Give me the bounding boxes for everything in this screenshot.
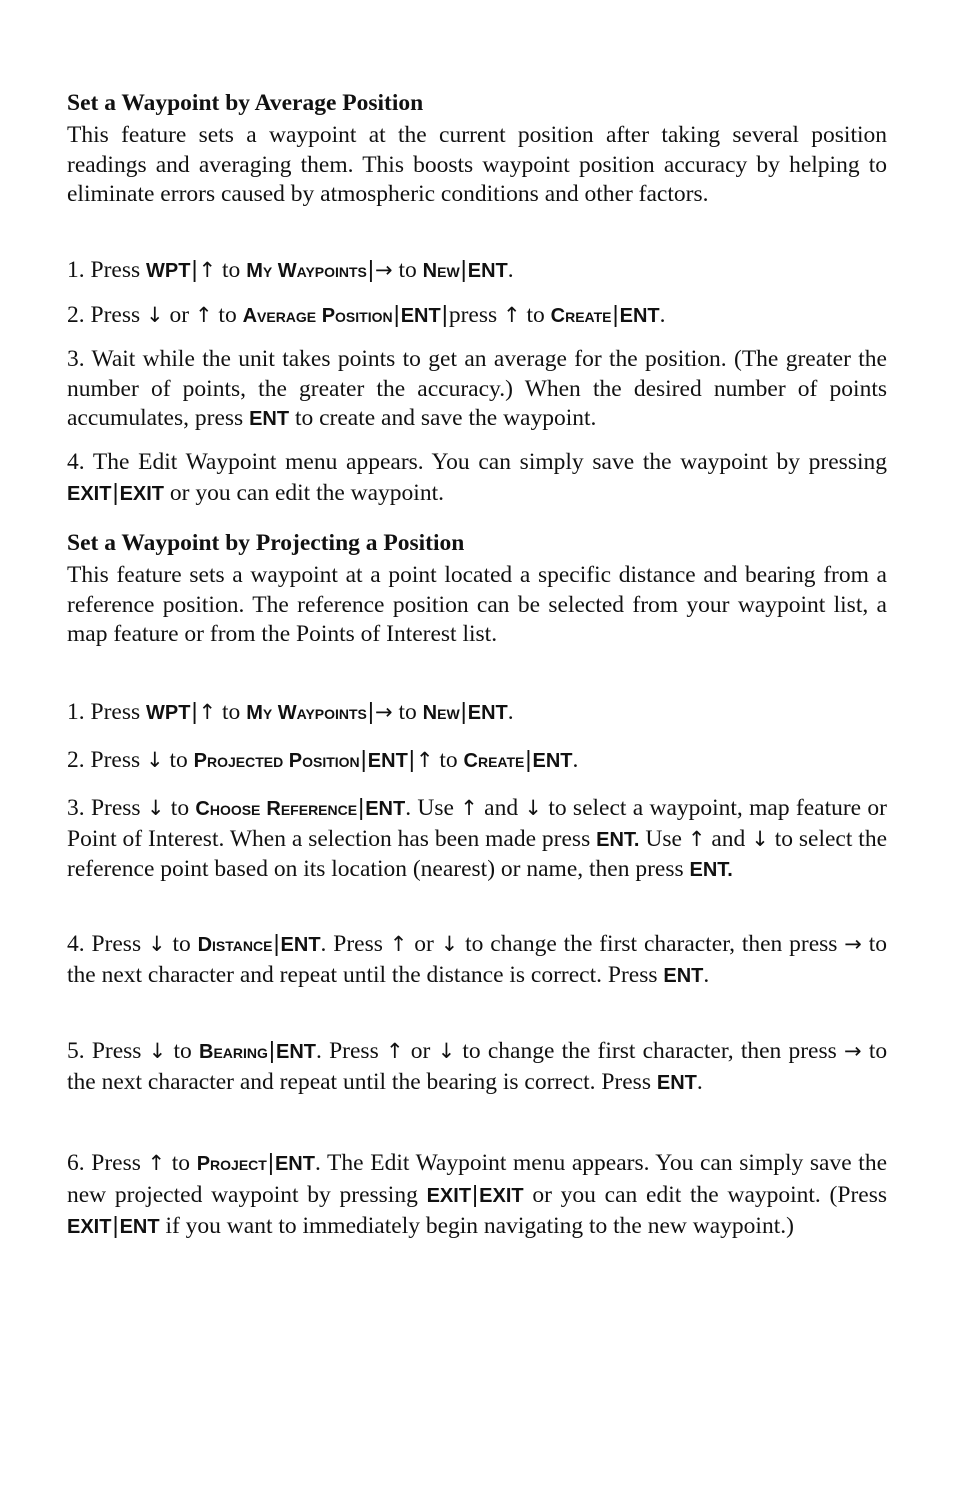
up-arrow-icon: ↑ xyxy=(460,796,478,820)
down-arrow-icon: ↓ xyxy=(440,932,459,956)
up-arrow-icon: ↑ xyxy=(198,258,217,282)
key-exit: EXIT xyxy=(119,482,165,505)
menu-create: Create xyxy=(550,305,612,327)
down-arrow-icon: ↓ xyxy=(146,796,165,820)
step-4-average: 4. The Edit Waypoint menu appears. You can simply save the waypoint by pressing EXIT|EXIT or you can edit the waypoint. xyxy=(67,449,887,506)
right-arrow-icon: → xyxy=(844,1039,862,1063)
menu-new: New xyxy=(422,702,460,724)
key-ent: ENT xyxy=(400,305,441,327)
up-arrow-icon: ↑ xyxy=(194,303,213,327)
step-1-projecting: 1. Press WPT|↑ to My Waypoints|→ to New|ENT. xyxy=(67,698,514,725)
up-arrow-icon: ↑ xyxy=(503,303,521,327)
key-ent: ENT xyxy=(467,260,508,282)
right-arrow-icon: → xyxy=(375,700,393,724)
section-intro-average: This feature sets a waypoint at the current position after taking several position readings and averaging them. This boosts waypoint position accuracy by helping to eliminate errors caused by atmospheric conditions and other factors. xyxy=(67,122,887,207)
step-3-average: 3. Wait while the unit takes points to get an average for the position. (The greater the number of points, the greater the accuracy.) When the desired number of points accumulates, press ENT to create and save the waypoint. xyxy=(67,346,887,431)
menu-average-position: Average Position xyxy=(242,305,393,327)
right-arrow-icon: → xyxy=(844,932,862,956)
down-arrow-icon: ↓ xyxy=(751,826,769,851)
menu-my-waypoints: My Waypoints xyxy=(246,260,367,282)
up-arrow-icon: ↑ xyxy=(415,748,434,772)
step-1-average: 1. Press WPT|↑ to My Waypoints|→ to New|ENT. xyxy=(67,256,514,283)
key-ent: ENT xyxy=(119,1216,160,1238)
step-6-projecting: 6. Press ↑ to Project|ENT. The Edit Waypoint menu appears. You can simply save the new projected waypoint by pressing EXIT|EXIT or you can edit the waypoint. (Press EXIT|ENT if you want to immediately begin navigating to the new waypoint.) xyxy=(67,1149,888,1239)
key-exit: EXIT xyxy=(426,1184,472,1207)
menu-my-waypoints: My Waypoints xyxy=(246,702,367,724)
step-2-average: 2. Press ↓ or ↑ to Average Position|ENT|press ↑ to Create|ENT. xyxy=(67,301,666,328)
menu-bearing: Bearing xyxy=(199,1041,268,1063)
section-intro-projecting: This feature sets a waypoint at a point located a specific distance and bearing from a reference position. The reference position can be selected from your waypoint list, a map feature or from the Points of Interest list. xyxy=(67,562,887,647)
key-ent: ENT. xyxy=(596,828,640,851)
key-exit: EXIT xyxy=(67,482,112,505)
key-ent: ENT xyxy=(274,1153,315,1175)
key-wpt: WPT xyxy=(146,260,191,282)
down-arrow-icon: ↓ xyxy=(146,303,164,327)
key-ent: ENT xyxy=(249,408,290,430)
down-arrow-icon: ↓ xyxy=(146,748,164,772)
step-2-projecting: 2. Press ↓ to Projected Position|ENT|↑ to Create|ENT. xyxy=(67,746,579,773)
step-3-projecting: 3. Press ↓ to Choose Reference|ENT. Use ↑ and ↓ to select a waypoint, map feature or Point of Interest. When a selection has been made press ENT. Use ↑ and ↓ to select the reference point based on its location (nearest) or name, then press ENT. xyxy=(67,794,887,882)
up-arrow-icon: ↑ xyxy=(389,932,408,956)
key-ent: ENT xyxy=(276,1041,317,1063)
step-5-projecting: 5. Press ↓ to Bearing|ENT. Press ↑ or ↓ to change the first character, then press → to the next character and repeat until the bearing is correct. Press ENT. xyxy=(67,1037,888,1095)
up-arrow-icon: ↑ xyxy=(147,1151,166,1175)
down-arrow-icon: ↓ xyxy=(437,1039,456,1063)
menu-choose-reference: Choose Reference xyxy=(195,798,358,820)
key-ent: ENT xyxy=(532,750,573,772)
down-arrow-icon: ↓ xyxy=(148,1039,167,1063)
right-arrow-icon: → xyxy=(375,258,393,282)
up-arrow-icon: ↑ xyxy=(198,700,217,724)
key-exit: EXIT xyxy=(479,1184,524,1207)
step-4-projecting: 4. Press ↓ to Distance|ENT. Press ↑ or ↓ to change the first character, then press → to the next character and repeat until the distance is correct. Press ENT. xyxy=(67,930,888,988)
key-ent: ENT xyxy=(280,934,321,956)
key-ent: ENT xyxy=(365,798,406,820)
down-arrow-icon: ↓ xyxy=(524,796,543,820)
key-ent: ENT. xyxy=(689,859,733,881)
menu-new: New xyxy=(422,260,460,282)
key-ent: ENT xyxy=(656,1071,697,1094)
down-arrow-icon: ↓ xyxy=(147,932,166,956)
key-ent: ENT xyxy=(619,305,660,327)
key-ent: ENT xyxy=(367,750,408,772)
key-wpt: WPT xyxy=(146,702,191,724)
key-ent: ENT xyxy=(663,964,704,987)
up-arrow-icon: ↑ xyxy=(687,826,706,851)
section-heading-projecting: Set a Waypoint by Projecting a Position xyxy=(67,530,465,556)
menu-distance: Distance xyxy=(197,934,273,956)
key-exit: EXIT xyxy=(67,1216,112,1238)
menu-create: Create xyxy=(463,750,525,772)
menu-project: Project xyxy=(196,1153,267,1175)
key-ent: ENT xyxy=(467,702,508,724)
section-heading-average: Set a Waypoint by Average Position xyxy=(67,90,424,116)
menu-projected-position: Projected Position xyxy=(193,750,360,772)
up-arrow-icon: ↑ xyxy=(385,1039,404,1063)
